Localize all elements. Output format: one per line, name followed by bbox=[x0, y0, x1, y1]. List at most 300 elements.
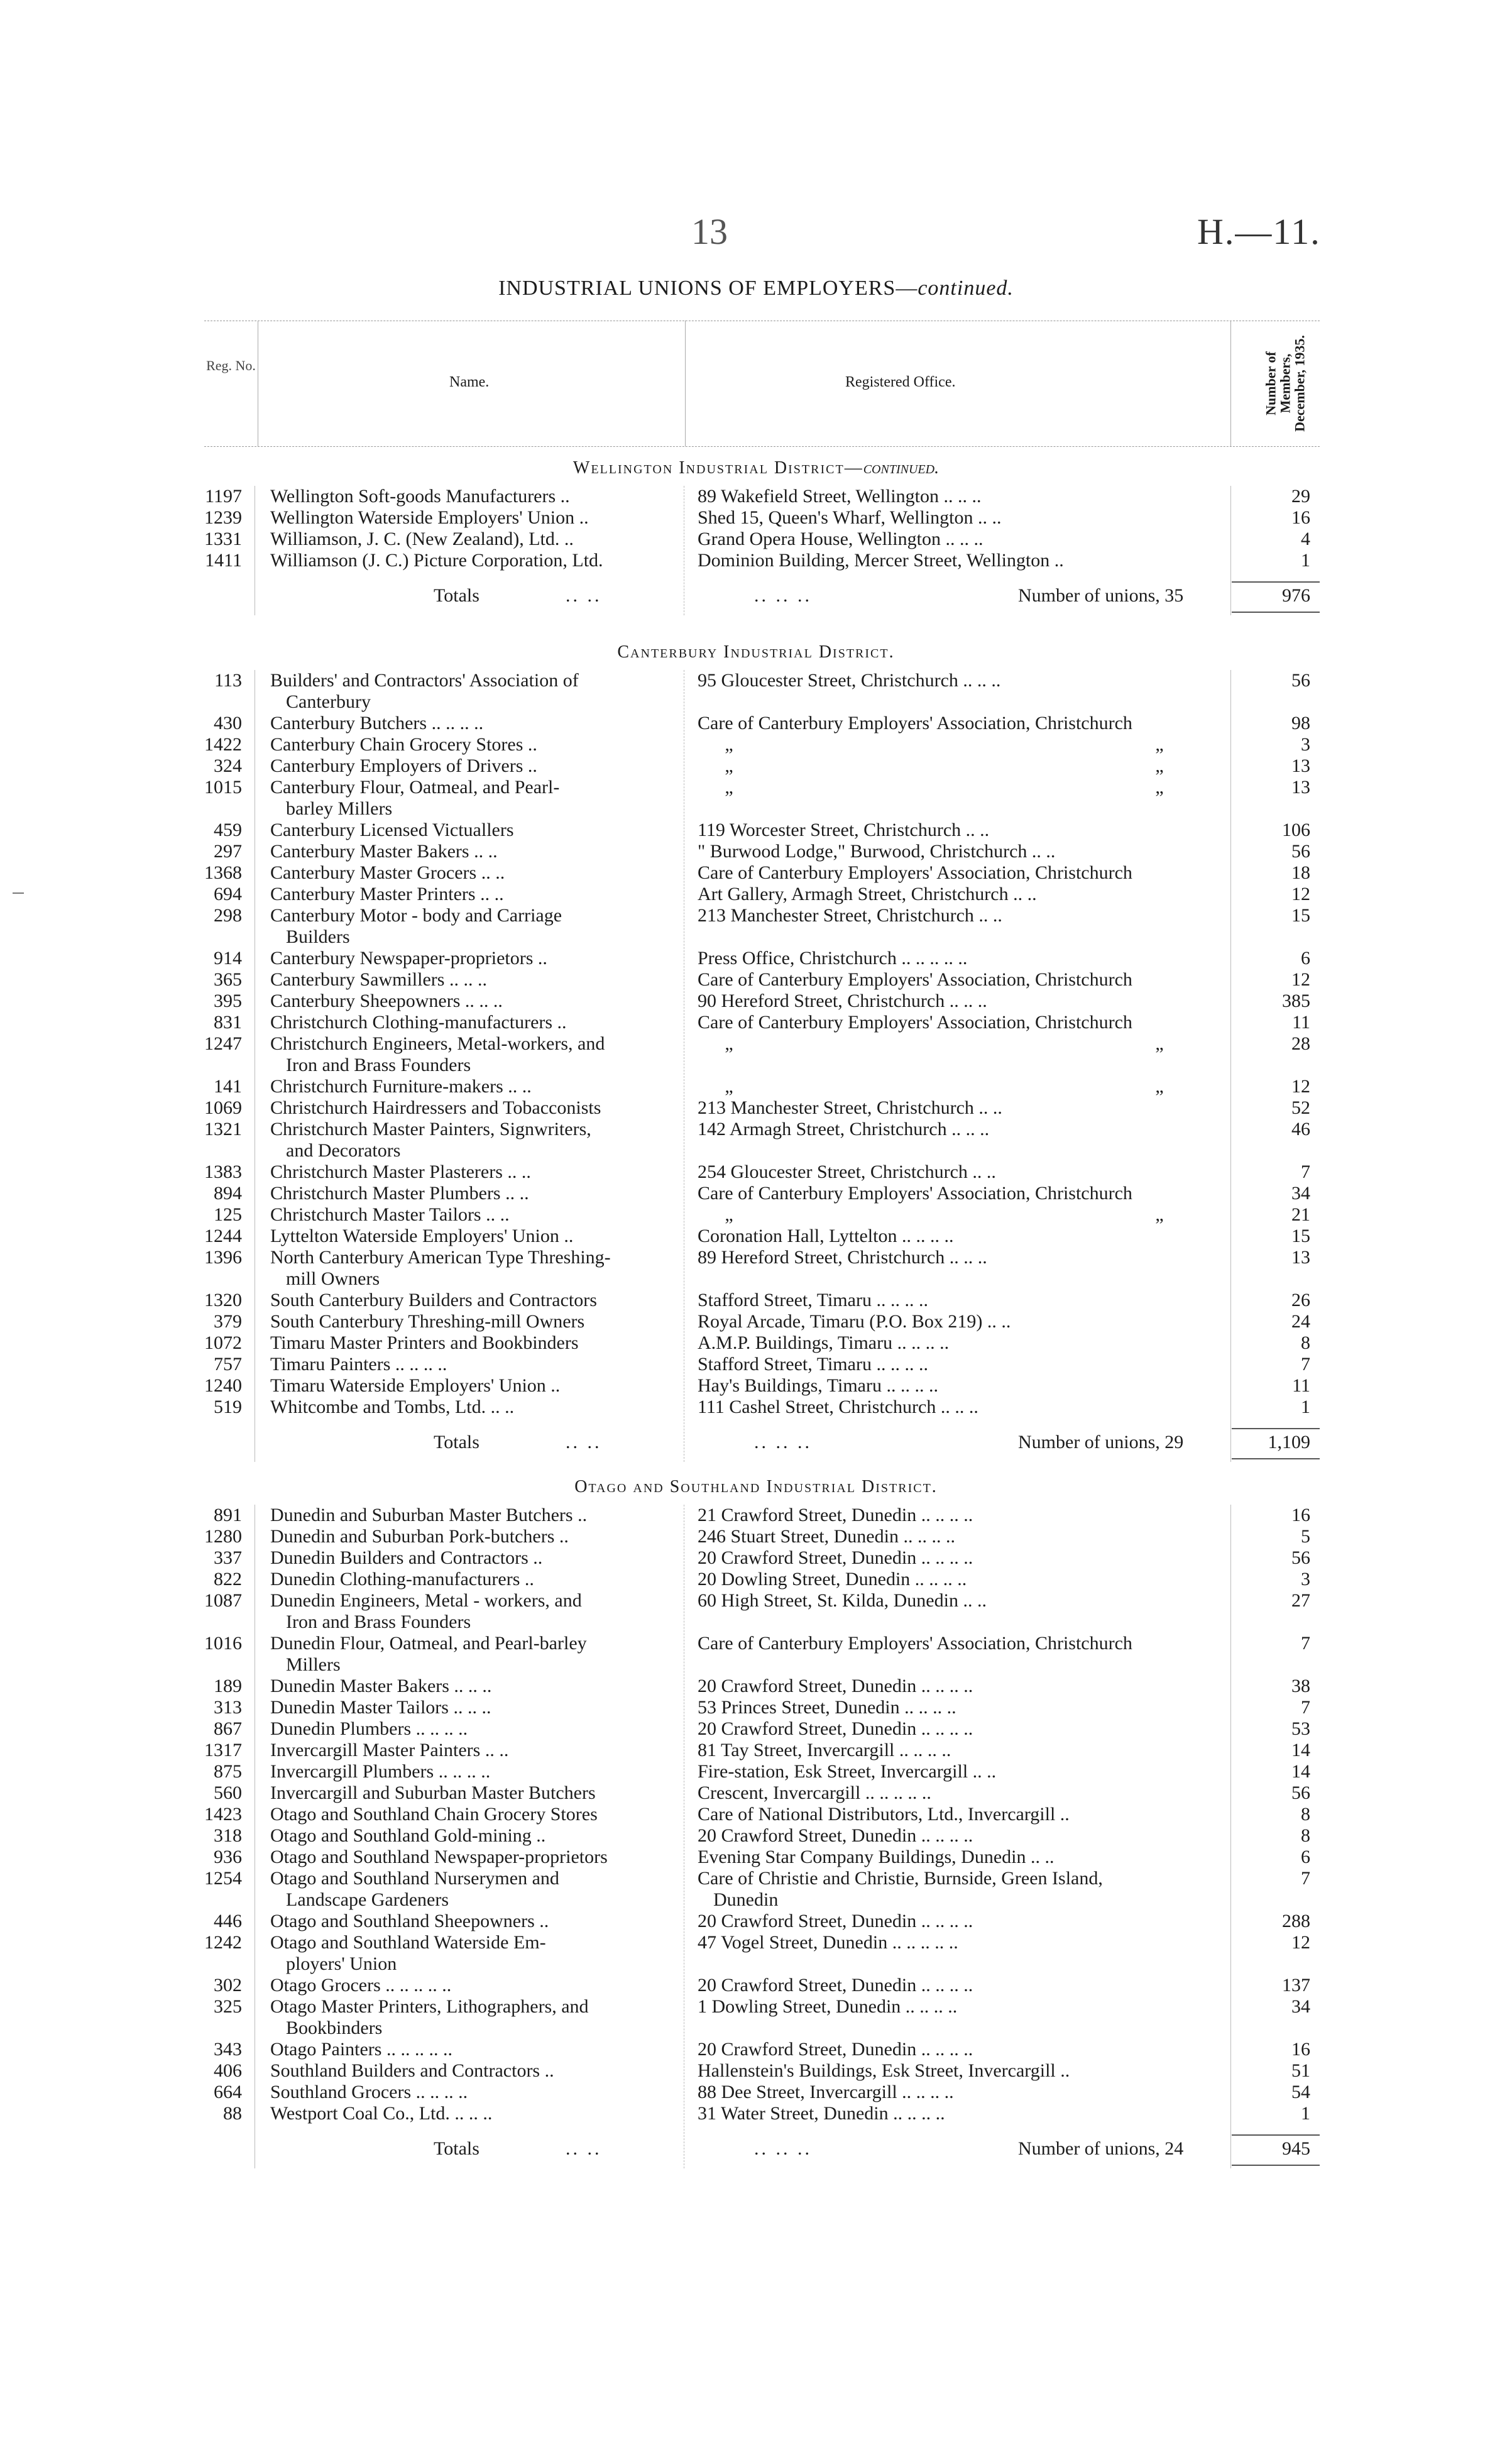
reg-number: 125 bbox=[214, 1204, 242, 1225]
union-name: Dunedin Master Tailors .. .. .. bbox=[270, 1697, 491, 1718]
column-header-members: Number of Members, December, 1935. bbox=[1263, 335, 1308, 432]
member-count: 16 bbox=[1291, 1505, 1310, 1525]
reg-number: 141 bbox=[214, 1076, 242, 1097]
reg-number: 560 bbox=[214, 1782, 242, 1803]
number-of-unions: Number of unions, 35 bbox=[1018, 585, 1184, 606]
member-count: 28 bbox=[1291, 1033, 1310, 1054]
ditto-mark: „ bbox=[1155, 777, 1164, 798]
reg-number: 1239 bbox=[204, 507, 242, 528]
registered-office: Care of Canterbury Employers' Association, Christchurch bbox=[698, 1183, 1132, 1204]
member-count: 51 bbox=[1291, 2060, 1310, 2081]
union-name: Invercargill Plumbers .. .. .. .. bbox=[270, 1761, 491, 1782]
district-heading bbox=[0, 1477, 1512, 1497]
reg-number: 1069 bbox=[204, 1097, 242, 1118]
union-name: Canterbury Flour, Oatmeal, and Pearl- bbox=[270, 777, 560, 798]
leader-dots: .. .. .. bbox=[754, 2138, 812, 2159]
column-header-name: Name. bbox=[449, 374, 490, 390]
table-row bbox=[0, 486, 1512, 507]
table-row bbox=[0, 1505, 1512, 1526]
union-name: Canterbury Sawmillers .. .. .. bbox=[270, 969, 487, 990]
registered-office: 89 Wakefield Street, Wellington .. .. .. bbox=[698, 486, 982, 507]
table-row bbox=[0, 755, 1512, 777]
member-count: 56 bbox=[1291, 1547, 1310, 1568]
union-name: Dunedin Master Bakers .. .. .. bbox=[270, 1676, 492, 1696]
column-header-reg-no: Reg. No. bbox=[206, 358, 256, 373]
ditto-mark: „ bbox=[725, 1033, 733, 1054]
union-name: Westport Coal Co., Ltd. .. .. .. bbox=[270, 2103, 493, 2124]
margin-mark bbox=[13, 892, 24, 894]
district-heading-continued: continued. bbox=[863, 458, 940, 478]
member-count: 56 bbox=[1291, 670, 1310, 691]
registered-office: 20 Crawford Street, Dunedin .. .. .. .. bbox=[698, 1825, 973, 1846]
union-name: Canterbury Butchers .. .. .. .. bbox=[270, 713, 484, 733]
reg-number: 1411 bbox=[205, 550, 242, 571]
union-name: Dunedin Clothing-manufacturers .. bbox=[270, 1569, 534, 1590]
union-name-continued: mill Owners bbox=[286, 1268, 380, 1289]
union-name: Christchurch Furniture-makers .. .. bbox=[270, 1076, 532, 1097]
table-row bbox=[0, 1226, 1512, 1247]
registered-office: 213 Manchester Street, Christchurch .. .. bbox=[698, 905, 1002, 926]
union-name: Invercargill and Suburban Master Butchers bbox=[270, 1782, 596, 1803]
registered-office: Fire-station, Esk Street, Invercargill .. .. bbox=[698, 1761, 997, 1782]
reg-number: 1396 bbox=[204, 1247, 242, 1268]
registered-office: 20 Crawford Street, Dunedin .. .. .. .. bbox=[698, 1911, 973, 1931]
table-row bbox=[0, 991, 1512, 1012]
reg-number: 1423 bbox=[204, 1804, 242, 1825]
registered-office: Press Office, Christchurch .. .. .. .. .. bbox=[698, 948, 968, 969]
table-row bbox=[0, 1911, 1512, 1932]
table-row bbox=[0, 1761, 1512, 1782]
union-name: Wellington Soft-goods Manufacturers .. bbox=[270, 486, 570, 507]
reg-number: 343 bbox=[214, 2039, 242, 2060]
member-count: 7 bbox=[1301, 1697, 1310, 1718]
union-name: Christchurch Master Plasterers .. .. bbox=[270, 1161, 531, 1182]
ditto-mark: „ bbox=[725, 1204, 733, 1225]
union-name: Dunedin Plumbers .. .. .. .. bbox=[270, 1718, 468, 1739]
union-name: Otago and Southland Nurserymen and bbox=[270, 1868, 559, 1889]
reg-number: 88 bbox=[223, 2103, 242, 2124]
union-name: Timaru Master Printers and Bookbinders bbox=[270, 1332, 579, 1353]
reg-number: 891 bbox=[214, 1505, 242, 1525]
member-count: 15 bbox=[1291, 905, 1310, 926]
union-name: Christchurch Engineers, Metal-workers, and bbox=[270, 1033, 605, 1054]
ditto-mark: „ bbox=[725, 777, 733, 798]
table-row bbox=[0, 550, 1512, 571]
member-count: 18 bbox=[1291, 862, 1310, 883]
table-row bbox=[0, 1097, 1512, 1119]
table-row bbox=[0, 1718, 1512, 1740]
table-row bbox=[0, 1975, 1512, 1996]
member-count: 137 bbox=[1282, 1975, 1310, 1996]
table-row bbox=[0, 1076, 1512, 1097]
table-row bbox=[0, 1868, 1512, 1911]
member-count: 21 bbox=[1291, 1204, 1310, 1225]
leader-dots: .. .. .. bbox=[754, 585, 812, 606]
registered-office: 95 Gloucester Street, Christchurch .. .. .. bbox=[698, 670, 1001, 691]
reg-number: 664 bbox=[214, 2082, 242, 2102]
union-name: Christchurch Clothing-manufacturers .. bbox=[270, 1012, 567, 1033]
table-row bbox=[0, 2060, 1512, 2082]
member-count: 4 bbox=[1301, 529, 1310, 549]
member-count: 29 bbox=[1291, 486, 1310, 507]
totals-row bbox=[0, 2138, 1512, 2160]
ditto-mark: „ bbox=[725, 1076, 733, 1097]
union-name: Canterbury Master Grocers .. .. bbox=[270, 862, 505, 883]
member-count: 34 bbox=[1291, 1183, 1310, 1204]
table-row bbox=[0, 1012, 1512, 1033]
reg-number: 1422 bbox=[204, 734, 242, 755]
table-row bbox=[0, 1676, 1512, 1697]
registered-office: 20 Crawford Street, Dunedin .. .. .. .. bbox=[698, 1547, 973, 1568]
reg-number: 1320 bbox=[204, 1290, 242, 1310]
reg-number: 337 bbox=[214, 1547, 242, 1568]
member-count: 12 bbox=[1291, 1076, 1310, 1097]
column-rule bbox=[1230, 1505, 1231, 2168]
member-count: 56 bbox=[1291, 841, 1310, 862]
reg-number: 1242 bbox=[204, 1932, 242, 1953]
reg-number: 831 bbox=[214, 1012, 242, 1033]
union-name: Southland Grocers .. .. .. .. bbox=[270, 2082, 468, 2102]
page-title bbox=[0, 277, 1512, 300]
reg-number: 1072 bbox=[204, 1332, 242, 1353]
registered-office: A.M.P. Buildings, Timaru .. .. .. .. bbox=[698, 1332, 950, 1353]
registered-office: Dominion Building, Mercer Street, Wellington .. bbox=[698, 550, 1064, 571]
member-count: 11 bbox=[1292, 1012, 1310, 1033]
ditto-mark: „ bbox=[1155, 1204, 1164, 1225]
union-name: South Canterbury Threshing-mill Owners bbox=[270, 1311, 585, 1332]
reg-number: 297 bbox=[214, 841, 242, 862]
district-heading bbox=[0, 642, 1512, 662]
union-name: Dunedin and Suburban Pork-butchers .. bbox=[270, 1526, 569, 1547]
reg-number: 365 bbox=[214, 969, 242, 990]
registered-office: 20 Crawford Street, Dunedin .. .. .. .. bbox=[698, 2039, 973, 2060]
registered-office: Coronation Hall, Lyttelton .. .. .. .. bbox=[698, 1226, 954, 1246]
table-row bbox=[0, 507, 1512, 529]
page-number: 13 bbox=[691, 211, 728, 252]
reg-number: 446 bbox=[214, 1911, 242, 1931]
member-count: 52 bbox=[1291, 1097, 1310, 1118]
registered-office: Care of Canterbury Employers' Association, Christchurch bbox=[698, 1012, 1132, 1033]
table-row bbox=[0, 1311, 1512, 1332]
reg-number: 875 bbox=[214, 1761, 242, 1782]
table-row bbox=[0, 713, 1512, 734]
totals-rule bbox=[1232, 2134, 1320, 2136]
leader-dots: .. .. .. bbox=[754, 1432, 812, 1452]
reg-number: 694 bbox=[214, 884, 242, 904]
reg-number: 189 bbox=[214, 1676, 242, 1696]
member-count: 1 bbox=[1301, 1397, 1310, 1417]
union-name: Christchurch Master Plumbers .. .. bbox=[270, 1183, 529, 1204]
total-members: 1,109 bbox=[1268, 1432, 1310, 1452]
union-name: Canterbury Employers of Drivers .. bbox=[270, 755, 537, 776]
member-count: 46 bbox=[1291, 1119, 1310, 1139]
member-count: 11 bbox=[1292, 1375, 1310, 1396]
table-row bbox=[0, 1247, 1512, 1290]
column-header-registered-office: Registered Office. bbox=[845, 374, 956, 390]
leader-dots: .. .. bbox=[566, 585, 602, 606]
registered-office: 119 Worcester Street, Christchurch .. .. bbox=[698, 820, 990, 840]
registered-office: Care of Christie and Christie, Burnside, Green Island, bbox=[698, 1868, 1103, 1889]
ditto-mark: „ bbox=[1155, 1033, 1164, 1054]
reg-number: 298 bbox=[214, 905, 242, 926]
union-name: Otago and Southland Gold-mining .. bbox=[270, 1825, 546, 1846]
totals-row bbox=[0, 1432, 1512, 1453]
registered-office: 20 Dowling Street, Dunedin .. .. .. .. bbox=[698, 1569, 967, 1590]
union-name: Otago and Southland Sheepowners .. bbox=[270, 1911, 549, 1931]
union-name: Dunedin Flour, Oatmeal, and Pearl-barley bbox=[270, 1633, 587, 1654]
member-count: 13 bbox=[1291, 777, 1310, 798]
union-name-continued: and Decorators bbox=[286, 1140, 401, 1161]
reg-number: 822 bbox=[214, 1569, 242, 1590]
table-row bbox=[0, 1825, 1512, 1847]
union-name: Canterbury Chain Grocery Stores .. bbox=[270, 734, 537, 755]
member-count: 12 bbox=[1291, 1932, 1310, 1953]
reg-number: 406 bbox=[214, 2060, 242, 2081]
member-count: 7 bbox=[1301, 1354, 1310, 1375]
member-count: 14 bbox=[1291, 1740, 1310, 1760]
total-members: 945 bbox=[1282, 2138, 1310, 2159]
table-row bbox=[0, 1204, 1512, 1226]
table-row bbox=[0, 1633, 1512, 1676]
reg-number: 1197 bbox=[205, 486, 242, 507]
reg-number: 1331 bbox=[204, 529, 242, 549]
member-count: 98 bbox=[1291, 713, 1310, 733]
table-row bbox=[0, 529, 1512, 550]
reg-number: 318 bbox=[214, 1825, 242, 1846]
reg-number: 113 bbox=[214, 670, 242, 691]
number-of-unions: Number of unions, 29 bbox=[1018, 1432, 1184, 1452]
member-count: 7 bbox=[1301, 1161, 1310, 1182]
registered-office: Stafford Street, Timaru .. .. .. .. bbox=[698, 1290, 928, 1310]
reg-number: 757 bbox=[214, 1354, 242, 1375]
registered-office: 254 Gloucester Street, Christchurch .. .. bbox=[698, 1161, 996, 1182]
table-row bbox=[0, 2039, 1512, 2060]
reg-number: 1016 bbox=[204, 1633, 242, 1654]
reg-number: 936 bbox=[214, 1847, 242, 1867]
registered-office: Care of Canterbury Employers' Association, Christchurch bbox=[698, 969, 1132, 990]
union-name-continued: Bookbinders bbox=[286, 2018, 383, 2038]
totals-label: Totals bbox=[434, 1432, 479, 1452]
union-name: Christchurch Master Painters, Signwriters, bbox=[270, 1119, 591, 1139]
document-code: H.—11. bbox=[1197, 211, 1321, 252]
union-name: Canterbury Sheepowners .. .. .. bbox=[270, 991, 503, 1011]
registered-office: 31 Water Street, Dunedin .. .. .. .. bbox=[698, 2103, 945, 2124]
reg-number: 324 bbox=[214, 755, 242, 776]
union-name: Williamson, J. C. (New Zealand), Ltd. .. bbox=[270, 529, 574, 549]
union-name: Timaru Waterside Employers' Union .. bbox=[270, 1375, 561, 1396]
table-row bbox=[0, 1397, 1512, 1418]
registered-office: Stafford Street, Timaru .. .. .. .. bbox=[698, 1354, 928, 1375]
member-count: 7 bbox=[1301, 1633, 1310, 1654]
union-name: North Canterbury American Type Threshing- bbox=[270, 1247, 611, 1268]
union-name: Timaru Painters .. .. .. .. bbox=[270, 1354, 447, 1375]
table-row bbox=[0, 1290, 1512, 1311]
member-count: 27 bbox=[1291, 1590, 1310, 1611]
table-row bbox=[0, 1354, 1512, 1375]
union-name: Otago and Southland Newspaper-proprietors bbox=[270, 1847, 608, 1867]
member-count: 38 bbox=[1291, 1676, 1310, 1696]
member-count: 6 bbox=[1301, 1847, 1310, 1867]
reg-number: 894 bbox=[214, 1183, 242, 1204]
reg-number: 1015 bbox=[204, 777, 242, 798]
union-name-continued: Landscape Gardeners bbox=[286, 1889, 449, 1910]
totals-rule bbox=[1232, 1458, 1320, 1459]
table-row bbox=[0, 1932, 1512, 1975]
reg-number: 302 bbox=[214, 1975, 242, 1996]
member-count: 3 bbox=[1301, 734, 1310, 755]
table-row bbox=[0, 2082, 1512, 2103]
union-name: Otago Master Printers, Lithographers, and bbox=[270, 1996, 589, 2017]
union-name: South Canterbury Builders and Contractors bbox=[270, 1290, 597, 1310]
member-count: 13 bbox=[1291, 755, 1310, 776]
union-name: Otago and Southland Chain Grocery Stores bbox=[270, 1804, 598, 1825]
member-count: 5 bbox=[1301, 1526, 1310, 1547]
number-of-unions: Number of unions, 24 bbox=[1018, 2138, 1184, 2159]
table-row bbox=[0, 1119, 1512, 1161]
registered-office-continued: Dunedin bbox=[713, 1889, 779, 1910]
member-count: 15 bbox=[1291, 1226, 1310, 1246]
member-count: 16 bbox=[1291, 2039, 1310, 2060]
table-row bbox=[0, 841, 1512, 862]
union-name: Whitcombe and Tombs, Ltd. .. .. bbox=[270, 1397, 515, 1417]
table-row bbox=[0, 1590, 1512, 1633]
union-name: Dunedin Builders and Contractors .. bbox=[270, 1547, 543, 1568]
registered-office: Grand Opera House, Wellington .. .. .. bbox=[698, 529, 983, 549]
registered-office: 20 Crawford Street, Dunedin .. .. .. .. bbox=[698, 1975, 973, 1996]
member-count: 8 bbox=[1301, 1825, 1310, 1846]
total-members: 976 bbox=[1282, 585, 1310, 606]
ditto-mark: „ bbox=[725, 755, 733, 776]
leader-dots: .. .. bbox=[566, 1432, 602, 1452]
union-name: Christchurch Master Tailors .. .. bbox=[270, 1204, 510, 1225]
registered-office: Care of National Distributors, Ltd., Invercargill .. bbox=[698, 1804, 1070, 1825]
reg-number: 1321 bbox=[204, 1119, 242, 1139]
registered-office: Care of Canterbury Employers' Association, Christchurch bbox=[698, 713, 1132, 733]
member-count: 288 bbox=[1282, 1911, 1310, 1931]
union-name-continued: Millers bbox=[286, 1654, 341, 1675]
table-row bbox=[0, 820, 1512, 841]
union-name: Lyttelton Waterside Employers' Union .. bbox=[270, 1226, 574, 1246]
table-row bbox=[0, 969, 1512, 991]
registered-office: Evening Star Company Buildings, Dunedin .. .. bbox=[698, 1847, 1055, 1867]
totals-row bbox=[0, 585, 1512, 607]
registered-office: 81 Tay Street, Invercargill .. .. .. .. bbox=[698, 1740, 951, 1760]
reg-number: 313 bbox=[214, 1697, 242, 1718]
table-row bbox=[0, 1526, 1512, 1547]
union-name-continued: Builders bbox=[286, 926, 350, 947]
member-count: 24 bbox=[1291, 1311, 1310, 1332]
district-heading-text: Canterbury Industrial District. bbox=[617, 642, 895, 662]
member-count: 14 bbox=[1291, 1761, 1310, 1782]
registered-office: Care of Canterbury Employers' Association, Christchurch bbox=[698, 1633, 1132, 1654]
union-name: Canterbury Master Printers .. .. bbox=[270, 884, 504, 904]
member-count: 12 bbox=[1291, 884, 1310, 904]
table-row bbox=[0, 1547, 1512, 1569]
union-name: Canterbury Newspaper-proprietors .. bbox=[270, 948, 547, 969]
table-row bbox=[0, 1782, 1512, 1804]
district-heading bbox=[0, 458, 1512, 478]
reg-number: 914 bbox=[214, 948, 242, 969]
table-row bbox=[0, 2103, 1512, 2124]
member-count: 53 bbox=[1291, 1718, 1310, 1739]
table-row bbox=[0, 884, 1512, 905]
ditto-mark: „ bbox=[1155, 734, 1164, 755]
member-count: 16 bbox=[1291, 507, 1310, 528]
registered-office: " Burwood Lodge," Burwood, Christchurch .. .. bbox=[698, 841, 1056, 862]
table-row bbox=[0, 734, 1512, 755]
union-name: Dunedin Engineers, Metal - workers, and bbox=[270, 1590, 582, 1611]
union-name: Otago and Southland Waterside Em- bbox=[270, 1932, 546, 1953]
district-heading-text: Otago and Southland Industrial District. bbox=[574, 1477, 938, 1496]
member-count: 54 bbox=[1291, 2082, 1310, 2102]
table-row bbox=[0, 670, 1512, 713]
reg-number: 459 bbox=[214, 820, 242, 840]
member-count: 385 bbox=[1282, 991, 1310, 1011]
table-row bbox=[0, 1996, 1512, 2039]
reg-number: 867 bbox=[214, 1718, 242, 1739]
registered-office: 21 Crawford Street, Dunedin .. .. .. .. bbox=[698, 1505, 973, 1525]
registered-office: Art Gallery, Armagh Street, Christchurch .. .. bbox=[698, 884, 1037, 904]
registered-office: 1 Dowling Street, Dunedin .. .. .. .. bbox=[698, 1996, 958, 2017]
registered-office: 20 Crawford Street, Dunedin .. .. .. .. bbox=[698, 1718, 973, 1739]
registered-office: 111 Cashel Street, Christchurch .. .. .. bbox=[698, 1397, 978, 1417]
registered-office: 90 Hereford Street, Christchurch .. .. .. bbox=[698, 991, 987, 1011]
member-count: 1 bbox=[1301, 2103, 1310, 2124]
table-row bbox=[0, 1740, 1512, 1761]
member-count: 13 bbox=[1291, 1247, 1310, 1268]
table-row bbox=[0, 1332, 1512, 1354]
member-count: 56 bbox=[1291, 1782, 1310, 1803]
reg-number: 430 bbox=[214, 713, 242, 733]
registered-office: Crescent, Invercargill .. .. .. .. .. bbox=[698, 1782, 931, 1803]
union-name: Wellington Waterside Employers' Union .. bbox=[270, 507, 589, 528]
registered-office: 60 High Street, St. Kilda, Dunedin .. .. bbox=[698, 1590, 987, 1611]
union-name: Canterbury Master Bakers .. .. bbox=[270, 841, 498, 862]
union-name: Canterbury Licensed Victuallers bbox=[270, 820, 514, 840]
reg-number: 519 bbox=[214, 1397, 242, 1417]
table-row bbox=[0, 777, 1512, 820]
member-count: 8 bbox=[1301, 1804, 1310, 1825]
table-header bbox=[204, 321, 1320, 446]
member-count: 26 bbox=[1291, 1290, 1310, 1310]
registered-office: Hallenstein's Buildings, Esk Street, Invercargill .. bbox=[698, 2060, 1070, 2081]
totals-rule bbox=[1232, 2165, 1320, 2166]
registered-office: Shed 15, Queen's Wharf, Wellington .. .. bbox=[698, 507, 1002, 528]
union-name: Canterbury Motor - body and Carriage bbox=[270, 905, 562, 926]
totals-label: Totals bbox=[434, 585, 479, 606]
registered-office: 142 Armagh Street, Christchurch .. .. .. bbox=[698, 1119, 990, 1139]
member-count: 8 bbox=[1301, 1332, 1310, 1353]
reg-number: 1368 bbox=[204, 862, 242, 883]
member-count: 12 bbox=[1291, 969, 1310, 990]
table-row bbox=[0, 1161, 1512, 1183]
leader-dots: .. .. bbox=[566, 2138, 602, 2159]
registered-office: Hay's Buildings, Timaru .. .. .. .. bbox=[698, 1375, 938, 1396]
member-count: 106 bbox=[1282, 820, 1310, 840]
union-name: Builders' and Contractors' Association of bbox=[270, 670, 579, 691]
ditto-mark: „ bbox=[1155, 755, 1164, 776]
page-title-continued: continued. bbox=[918, 277, 1014, 300]
registered-office: 53 Princes Street, Dunedin .. .. .. .. bbox=[698, 1697, 956, 1718]
reg-number: 1244 bbox=[204, 1226, 242, 1246]
union-name-continued: Iron and Brass Founders bbox=[286, 1055, 471, 1075]
reg-number: 1087 bbox=[204, 1590, 242, 1611]
reg-number: 1383 bbox=[204, 1161, 242, 1182]
union-name-continued: barley Millers bbox=[286, 798, 393, 819]
reg-number: 325 bbox=[214, 1996, 242, 2017]
reg-number: 1247 bbox=[204, 1033, 242, 1054]
table-row bbox=[0, 862, 1512, 884]
